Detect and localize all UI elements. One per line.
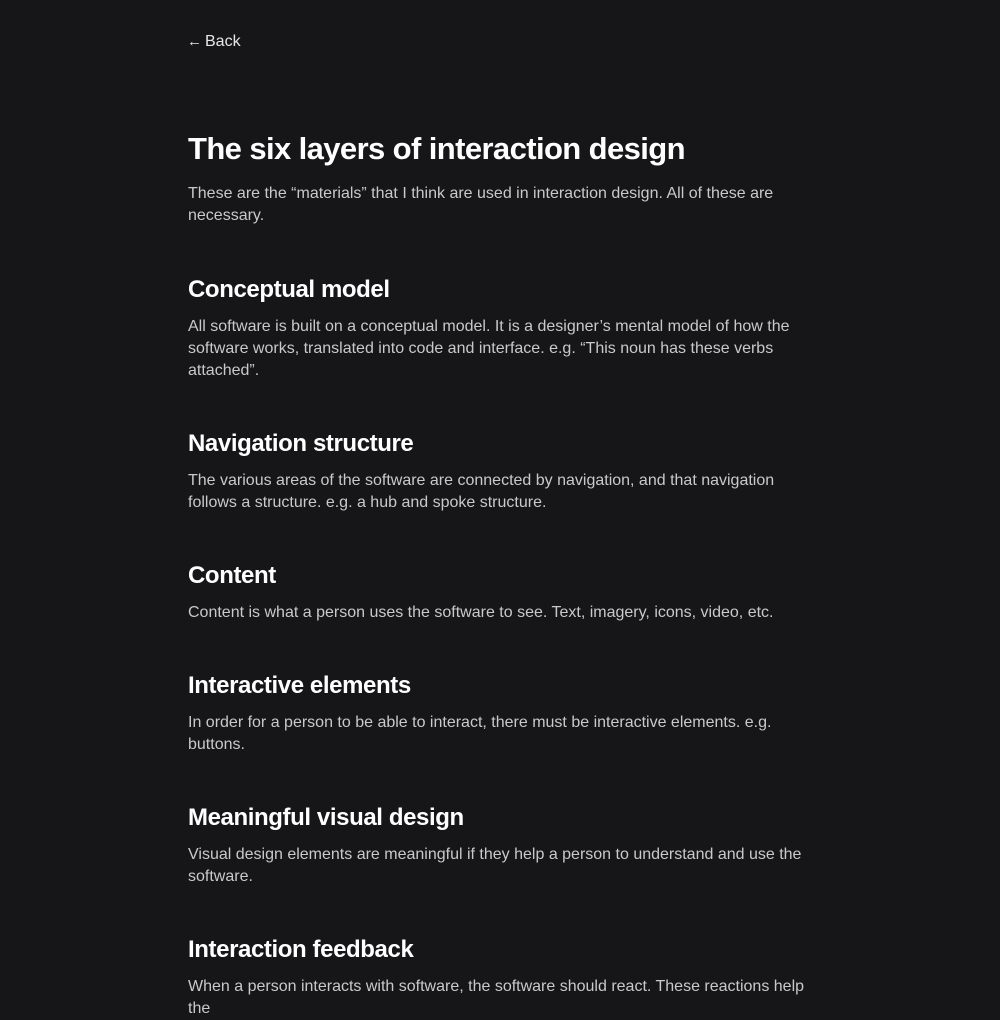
- section-body: When a person interacts with software, the software should react. These reactions help the: [188, 978, 805, 1017]
- section-body: All software is built on a conceptual model. It is a designer’s mental model of how the software works, translated into code and interface. e.g. “This noun has these verbs attached”.: [188, 318, 790, 379]
- section-body: The various areas of the software are connected by navigation, and that navigation follows a structure. e.g. a hub and spoke structure.: [188, 472, 775, 511]
- arrow-left-icon: ←: [187, 33, 202, 50]
- section-heading: Interaction feedback: [188, 936, 414, 963]
- section-heading: Conceptual model: [188, 276, 390, 303]
- section-heading: Navigation structure: [188, 430, 414, 457]
- section-heading: Meaningful visual design: [188, 804, 464, 831]
- section-navigation-structure: [188, 428, 820, 514]
- section-meaningful-visual-design: [188, 802, 820, 888]
- back-link[interactable]: [187, 31, 241, 53]
- section-body: Content is what a person uses the software to see. Text, imagery, icons, video, etc.: [188, 604, 774, 621]
- article: [188, 128, 820, 1020]
- section-body: Visual design elements are meaningful if they help a person to understand and use the software.: [188, 846, 802, 885]
- section-conceptual-model: [188, 274, 820, 382]
- section-content: [188, 560, 820, 624]
- back-label: Back: [205, 33, 241, 50]
- section-interaction-feedback: [188, 934, 820, 1020]
- section-interactive-elements: [188, 670, 820, 756]
- page-title: The six layers of interaction design: [188, 131, 685, 166]
- section-heading: Content: [188, 562, 276, 589]
- section-body: In order for a person to be able to interact, there must be interactive elements. e.g. buttons.: [188, 714, 772, 753]
- intro-text: These are the “materials” that I think are used in interaction design. All of these are necessary.: [188, 185, 774, 224]
- section-heading: Interactive elements: [188, 672, 411, 699]
